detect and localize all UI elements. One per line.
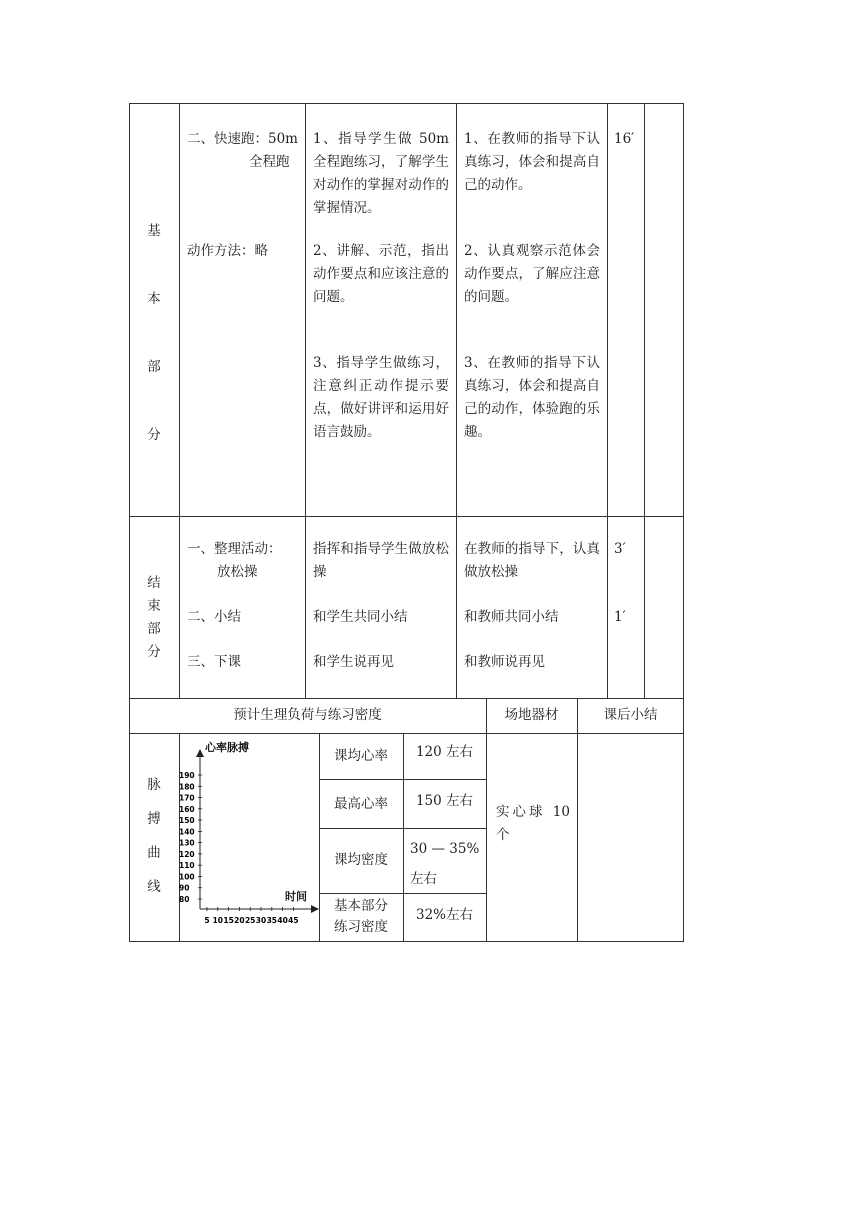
reflection-header: 课后小结	[603, 707, 658, 723]
load-density-header: 预计生理负荷与练习密度	[233, 707, 382, 723]
closing-section-label: 结 束 部 分	[147, 575, 161, 660]
x-tick-label: 45	[288, 916, 299, 925]
metric-label-max-hr: 最高心率	[334, 796, 388, 812]
basic-teacher-3: 3、指导学生做练习，注意纠正动作提示要点，做好讲评和运用好语言鼓励。	[313, 355, 449, 440]
basic-teacher-2: 2、讲解、示范，指出动作要点和应该注意的问题。	[313, 243, 449, 305]
x-tick-label: 15	[223, 916, 234, 925]
closing-content-1: 一、整理活动：	[187, 541, 282, 557]
closing-content-2: 二、小结	[187, 609, 241, 625]
basic-teacher-1: 1、指导学生做 50m 全程跑练习，了解学生对动作的掌握对动作的掌握情况。	[313, 131, 454, 216]
closing-student-3: 和教师说再见	[464, 654, 545, 670]
y-tick-label: 190	[179, 771, 195, 780]
y-tick-label: 110	[179, 861, 195, 871]
metric-value-avg-density-2: 左右	[410, 871, 437, 887]
x-tick-label: 40	[277, 916, 288, 925]
basic-student-3: 3、在教师的指导下认真练习，体会和提高自己的动作，体验跑的乐趣。	[464, 355, 600, 440]
x-tick-label: 35	[266, 916, 278, 925]
y-tick-label: 80	[179, 895, 190, 904]
basic-time: 16′	[614, 131, 635, 147]
metric-label-basic-density-2: 练习密度	[334, 919, 388, 935]
x-tick-label: 5	[204, 916, 210, 925]
closing-teacher-2: 和学生共同小结	[313, 609, 408, 625]
y-tick-label: 90	[179, 883, 190, 893]
metric-value-basic-density: 32%左右	[415, 907, 473, 923]
basic-method: 动作方法：略	[187, 243, 268, 259]
x-tick-label: 10	[212, 916, 224, 925]
closing-teacher-3: 和学生说再见	[313, 654, 394, 670]
metric-value-avg-density: 30 — 35%	[410, 841, 480, 857]
metric-label-avg-density: 课均密度	[334, 852, 388, 868]
closing-content-1b: 放松操	[217, 564, 258, 580]
y-tick-label: 100	[179, 872, 195, 882]
metric-label-avg-hr: 课均心率	[334, 748, 388, 764]
closing-student-1: 在教师的指导下，认真做放松操	[464, 541, 600, 580]
closing-content-3: 三、下课	[187, 654, 241, 670]
basic-section-label: 基 本 部 分	[147, 223, 161, 443]
x-tick-label: 20	[234, 916, 245, 925]
y-tick-label: 140	[179, 827, 195, 837]
chart-ylabel: 心率脉搏	[205, 741, 249, 754]
closing-teacher-1: 指挥和指导学生做放松操	[313, 541, 449, 580]
metric-value-avg-hr: 120 左右	[415, 744, 474, 760]
y-tick-label: 160	[179, 804, 195, 814]
closing-time-1: 3′	[614, 541, 626, 557]
x-tick-label: 25	[244, 916, 256, 925]
basic-student-2: 2、认真观察示范体会动作要点，了解应注意的问题。	[464, 243, 600, 305]
y-tick-label: 130	[179, 838, 195, 848]
pulse-section-label: 脉 搏 曲 线	[147, 777, 161, 895]
closing-student-2: 和教师共同小结	[464, 609, 559, 625]
equipment-value: 实心球 10 个	[496, 804, 575, 843]
y-tick-label: 180	[179, 782, 195, 792]
closing-time-2: 1′	[614, 609, 626, 625]
chart-xlabel: 时间	[285, 890, 307, 903]
pulse-chart	[179, 733, 319, 941]
basic-student-1: 1、在教师的指导下认真练习，体会和提高自己的动作。	[464, 131, 600, 193]
y-tick-label: 150	[179, 816, 195, 826]
basic-content-title: 二、快速跑：50m	[187, 131, 298, 147]
y-tick-label: 120	[179, 849, 195, 859]
x-tick-label: 30	[255, 916, 267, 925]
metric-value-max-hr: 150 左右	[415, 793, 474, 809]
y-tick-label: 170	[179, 793, 195, 803]
equipment-header: 场地器材	[504, 707, 559, 723]
metric-label-basic-density: 基本部分	[334, 898, 388, 914]
basic-content-title-2: 全程跑	[249, 154, 290, 170]
